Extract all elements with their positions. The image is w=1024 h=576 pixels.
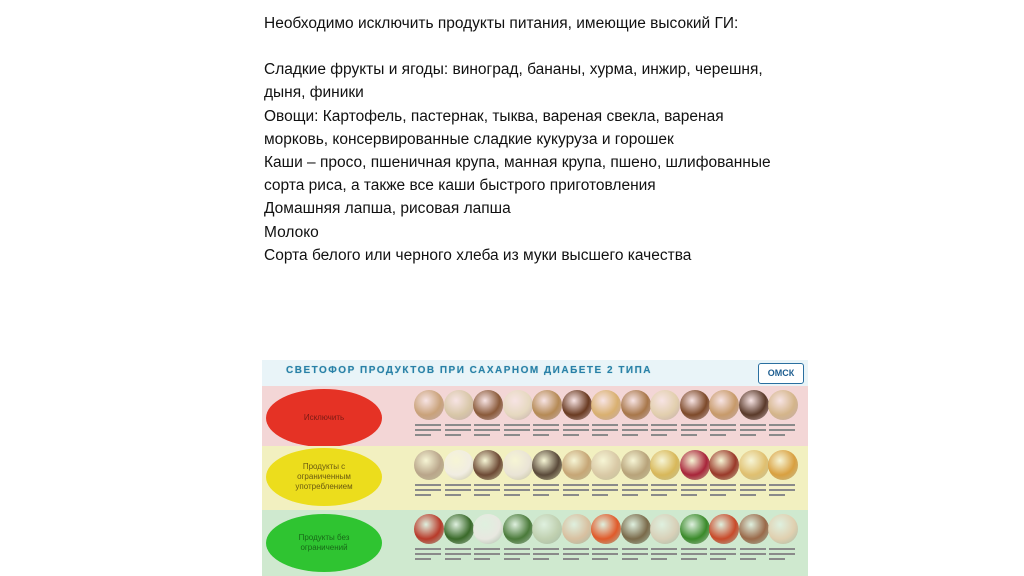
food-caption-line [474,553,500,555]
food-caption-line [592,548,618,550]
fruits-paragraph: Сладкие фрукты и ягоды: виноград, бананы, хурма, инжир, черешня, дыня, финики [264,61,763,102]
food-photo [532,450,562,480]
food-caption-line [415,489,441,491]
food-caption-line [563,548,589,550]
food-caption-line [622,548,648,550]
food-caption-line [740,558,756,560]
food-caption-line [415,548,441,550]
food-caption-line [710,434,726,436]
omsk-logo: ОМСК [758,363,804,384]
food-caption-line [533,553,559,555]
food-photo [444,514,474,544]
food-caption-line [474,424,500,426]
food-photo [414,514,444,544]
food-caption-line [769,548,795,550]
food-caption-line [563,489,589,491]
food-caption-line [445,558,461,560]
food-caption-line [651,484,677,486]
food-caption-line [504,484,530,486]
food-caption-line [622,429,648,431]
food-caption-line [592,434,608,436]
food-caption-line [710,424,736,426]
food-caption-line [769,484,795,486]
food-caption-line [474,484,500,486]
food-caption-line [681,553,707,555]
green-band [262,510,808,576]
green-food-photos [414,514,804,544]
food-caption-line [533,548,559,550]
food-caption-line [769,558,785,560]
food-photo [709,450,739,480]
food-caption-line [622,494,638,496]
food-caption-line [445,548,471,550]
food-photo [473,390,503,420]
food-caption-line [563,429,589,431]
red-food-photos [414,390,804,420]
food-photo [650,450,680,480]
food-caption-line [740,548,766,550]
food-caption-line [504,548,530,550]
food-caption-line [769,434,785,436]
food-caption-line [651,434,667,436]
yellow-food-photos [414,450,804,480]
food-photo [591,390,621,420]
green-circle [266,514,382,572]
food-caption-line [592,494,608,496]
food-photo [414,450,444,480]
food-caption-line [769,424,795,426]
food-caption-line [445,489,471,491]
food-caption-line [651,558,667,560]
food-caption-line [445,484,471,486]
food-caption-line [740,494,756,496]
food-caption-line [533,494,549,496]
food-caption-line [533,484,559,486]
food-photo [680,450,710,480]
food-caption-line [504,424,530,426]
food-caption-line [563,484,589,486]
food-caption-line [474,434,490,436]
food-photo [562,514,592,544]
food-photo [532,390,562,420]
food-caption-line [710,494,726,496]
food-caption-line [710,429,736,431]
food-caption-line [740,434,756,436]
food-caption-line [563,424,589,426]
food-caption-line [563,434,579,436]
food-caption-line [681,424,707,426]
food-photo [768,390,798,420]
food-caption-line [622,489,648,491]
yellow-circle-label: Продукты с ограниченным употреблением [295,462,353,491]
food-caption-line [710,558,726,560]
food-caption-line [445,553,471,555]
food-caption-line [710,489,736,491]
food-photo [709,514,739,544]
food-caption-line [533,558,549,560]
blank-line [264,35,784,58]
food-caption-line [415,484,441,486]
food-caption-line [504,558,520,560]
food-caption-line [710,484,736,486]
food-photo [444,390,474,420]
food-caption-line [563,494,579,496]
infographic-title: СВЕТОФОР ПРОДУКТОВ ПРИ САХАРНОМ ДИАБЕТЕ 2 ТИПА [286,365,653,376]
food-photo [591,450,621,480]
food-caption-line [445,434,461,436]
food-caption-line [651,429,677,431]
food-caption-line [651,553,677,555]
food-caption-line [592,424,618,426]
food-caption-line [681,484,707,486]
food-photo [532,514,562,544]
food-traffic-light-infographic [262,360,808,576]
red-circle-label: Исключить [303,413,345,422]
food-photo [650,390,680,420]
food-photo [709,390,739,420]
food-caption-line [651,424,677,426]
food-photo [680,390,710,420]
food-photo [621,450,651,480]
food-caption-line [622,434,638,436]
food-caption-line [415,558,431,560]
food-caption-line [474,548,500,550]
food-caption-line [474,558,490,560]
food-caption-line [504,434,520,436]
food-caption-line [681,494,697,496]
food-photo [562,450,592,480]
food-caption-line [710,548,736,550]
red-band [262,386,808,446]
food-photo [562,390,592,420]
food-caption-line [769,429,795,431]
food-caption-line [769,494,785,496]
food-caption-line [474,494,490,496]
food-caption-line [622,484,648,486]
food-caption-line [474,489,500,491]
food-photo [473,450,503,480]
food-caption-line [651,494,667,496]
vegetables-paragraph: Овощи: Картофель, пастернак, тыква, вареная свекла, вареная морковь, консервированные сладкие кукуруза и горошек [264,107,724,148]
food-photo [739,514,769,544]
food-caption-line [740,429,766,431]
food-caption-line [622,424,648,426]
food-caption-line [681,489,707,491]
food-photo [444,450,474,480]
food-caption-line [592,553,618,555]
food-caption-line [415,424,441,426]
food-caption-line [533,424,559,426]
food-photo [621,514,651,544]
food-photo [768,450,798,480]
milk-paragraph: Молоко [264,223,319,241]
food-caption-line [740,489,766,491]
food-caption-line [740,553,766,555]
food-caption-line [563,558,579,560]
food-photo [503,514,533,544]
food-caption-line [681,548,707,550]
noodles-paragraph: Домашняя лапша, рисовая лапша [264,200,511,218]
food-caption-line [504,489,530,491]
food-photo [680,514,710,544]
food-caption-line [622,553,648,555]
bread-paragraph: Сорта белого или черного хлеба из муки высшего качества [264,246,692,264]
food-photo [739,390,769,420]
yellow-band [262,446,808,510]
food-caption-line [533,429,559,431]
food-photo [414,390,444,420]
food-caption-line [504,429,530,431]
text-block [264,12,784,267]
food-caption-line [651,489,677,491]
intro-paragraph: Необходимо исключить продукты питания, имеющие высокий ГИ: [264,15,739,32]
food-caption-line [681,429,707,431]
food-caption-line [592,558,608,560]
food-caption-line [681,558,697,560]
food-photo [768,514,798,544]
food-caption-line [445,424,471,426]
food-caption-line [592,429,618,431]
food-photo [739,450,769,480]
food-caption-line [651,548,677,550]
food-photo [503,450,533,480]
food-caption-line [415,494,431,496]
red-circle [266,389,382,447]
food-photo [621,390,651,420]
food-photo [473,514,503,544]
food-caption-line [504,553,530,555]
food-caption-line [710,553,736,555]
food-caption-line [592,489,618,491]
food-caption-line [681,434,697,436]
food-caption-line [504,494,520,496]
food-caption-line [415,434,431,436]
food-caption-line [445,429,471,431]
food-photo [650,514,680,544]
food-caption-line [533,489,559,491]
food-caption-line [415,429,441,431]
infographic-header [262,360,808,386]
food-caption-line [415,553,441,555]
food-caption-line [740,484,766,486]
food-photo [591,514,621,544]
food-caption-line [563,553,589,555]
food-caption-line [533,434,549,436]
food-caption-line [769,553,795,555]
green-circle-label: Продукты без ограничений [298,533,350,552]
food-caption-line [445,494,461,496]
food-caption-line [769,489,795,491]
food-caption-line [622,558,638,560]
food-caption-line [740,424,766,426]
food-photo [503,390,533,420]
yellow-circle [266,448,382,506]
porridge-paragraph: Каши – просо, пшеничная крупа, манная крупа, пшено, шлифованные сорта риса, а также все каши быстрого приготовления [264,154,771,195]
food-caption-line [474,429,500,431]
food-caption-line [592,484,618,486]
